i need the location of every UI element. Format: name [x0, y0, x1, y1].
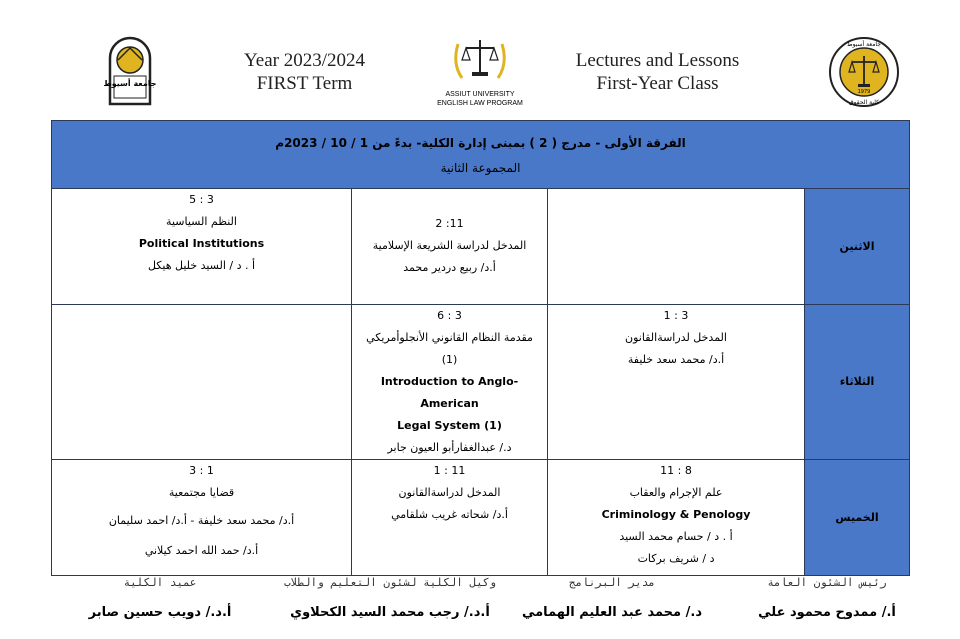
group-label: المجموعة الثانية: [440, 160, 521, 175]
slot-cell: [548, 460, 805, 576]
course-part: (1): [441, 353, 458, 366]
signature-dean: [80, 576, 240, 620]
signature-program-director: [512, 576, 712, 620]
slot-cell: [352, 460, 548, 576]
signature-role: مدير البرنامج: [568, 576, 656, 589]
instructor-name: د./ عبدالغفارأبو العيون جابر: [387, 441, 512, 454]
svg-text:1979: 1979: [857, 89, 871, 95]
slot-time: 11: 2: [435, 217, 464, 230]
signature-role: عميد الكلية: [123, 576, 197, 589]
slot-cell: [52, 189, 352, 305]
logo-line-university: ASSIUT UNIVERSITY: [445, 91, 515, 98]
slot-time: 3 : 5: [189, 193, 214, 206]
signature-role: رئيس الشئون العامة: [767, 576, 887, 589]
english-law-program-logo: [430, 34, 530, 112]
slot-time: 3 : 1: [663, 309, 689, 322]
assiut-university-logo: [104, 36, 156, 106]
slot-time: 8 : 11: [660, 464, 692, 477]
course-title: النظم السياسية: [166, 215, 237, 228]
lecture-schedule-table: [51, 120, 910, 576]
instructor-name: أ . د / حسام محمد السيد: [619, 530, 733, 543]
schedule-header: [52, 121, 910, 189]
signature-name: د./ محمد عبد العليم الهمامي: [521, 605, 702, 620]
slot-time: 1 : 3: [189, 464, 214, 477]
course-title-english: Legal System (1): [397, 419, 502, 432]
instructor-name: أ.د/ محمد سعد خليفة: [627, 353, 725, 366]
instructor-name: أ.د/ حمد الله احمد كيلاني: [144, 544, 259, 557]
faculty-seal-icon: [828, 36, 900, 108]
course-title-english: Political Institutions: [138, 237, 265, 250]
instructor-name: أ.د/ ربيع دردير محمد: [403, 261, 496, 274]
course-title: قضايا مجتمعية: [168, 486, 235, 499]
lectures-label: Lectures and Lessons: [575, 50, 740, 71]
course-title-english: Introduction to Anglo-American: [380, 375, 519, 410]
university-emblem-icon: [104, 36, 156, 106]
term-title: [212, 49, 397, 95]
slot-cell: [52, 305, 352, 460]
faculty-of-law-seal: [828, 36, 900, 108]
table-row: [52, 460, 910, 576]
day-thursday: الخميس: [805, 460, 910, 576]
signature-name: أ.د./ رجب محمد السيد الكحلاوي: [290, 605, 490, 620]
lectures-title: [555, 49, 760, 95]
signature-public-affairs: [752, 576, 902, 620]
signature-name: أ./ ممدوح محمود علي: [758, 605, 896, 620]
signature-role: وكيل الكلية لشئون التعليم والطلاب: [284, 576, 496, 589]
course-title: المدخل لدراسة الشريعة الإسلامية: [372, 239, 527, 252]
slot-cell: [548, 305, 805, 460]
instructor-name: أ.د/ محمد سعد خليفة - أ.د/ احمد سليمان: [108, 514, 295, 527]
slot-cell: [52, 460, 352, 576]
instructor-name: د / شريف بركات: [637, 552, 715, 565]
schedule-header-title: الفرقة الأولى - مدرج ( 2 ) بمبنى إدارة الكلية- بدءً من 1 / 10 / 2023م: [275, 135, 686, 150]
course-title: مقدمة النظام القانوني الأنجلوأمريكي: [366, 331, 533, 344]
course-title: المدخل لدراسةالقانون: [398, 486, 501, 499]
scales-of-justice-icon: [450, 34, 510, 86]
slot-cell: [352, 189, 548, 305]
table-row: [52, 305, 910, 460]
signature-vice-dean: [270, 576, 510, 620]
instructor-name: أ . د / السيد خليل هيكل: [147, 259, 256, 272]
course-title-english: Criminology & Penology: [601, 508, 751, 521]
slot-time: 3 : 6: [437, 309, 462, 322]
day-monday: الاثنين: [805, 189, 910, 305]
logo-line-program: ENGLISH LAW PROGRAM: [437, 100, 523, 107]
svg-text:كلية الحقوق: كلية الحقوق: [849, 99, 879, 106]
slot-cell: [352, 305, 548, 460]
class-label: First-Year Class: [596, 73, 719, 94]
slot-cell: [548, 189, 805, 305]
instructor-name: أ.د/ شحاته غريب شلقامي: [391, 508, 508, 521]
year-label: Year 2023/2024: [243, 50, 366, 71]
term-label: FIRST Term: [256, 73, 353, 94]
slot-time: 11 : 1: [433, 464, 466, 477]
signature-name: أ.د./ دويب حسين صابر: [88, 605, 232, 620]
course-title: المدخل لدراسةالقانون: [625, 331, 727, 344]
course-title: علم الإجرام والعقاب: [629, 486, 723, 499]
svg-text:جامعة أسيوط: جامعة أسيوط: [847, 41, 881, 48]
table-row: [52, 189, 910, 305]
day-tuesday: الثلاثاء: [805, 305, 910, 460]
svg-text:جامعة أسيوط: جامعة أسيوط: [104, 79, 156, 88]
